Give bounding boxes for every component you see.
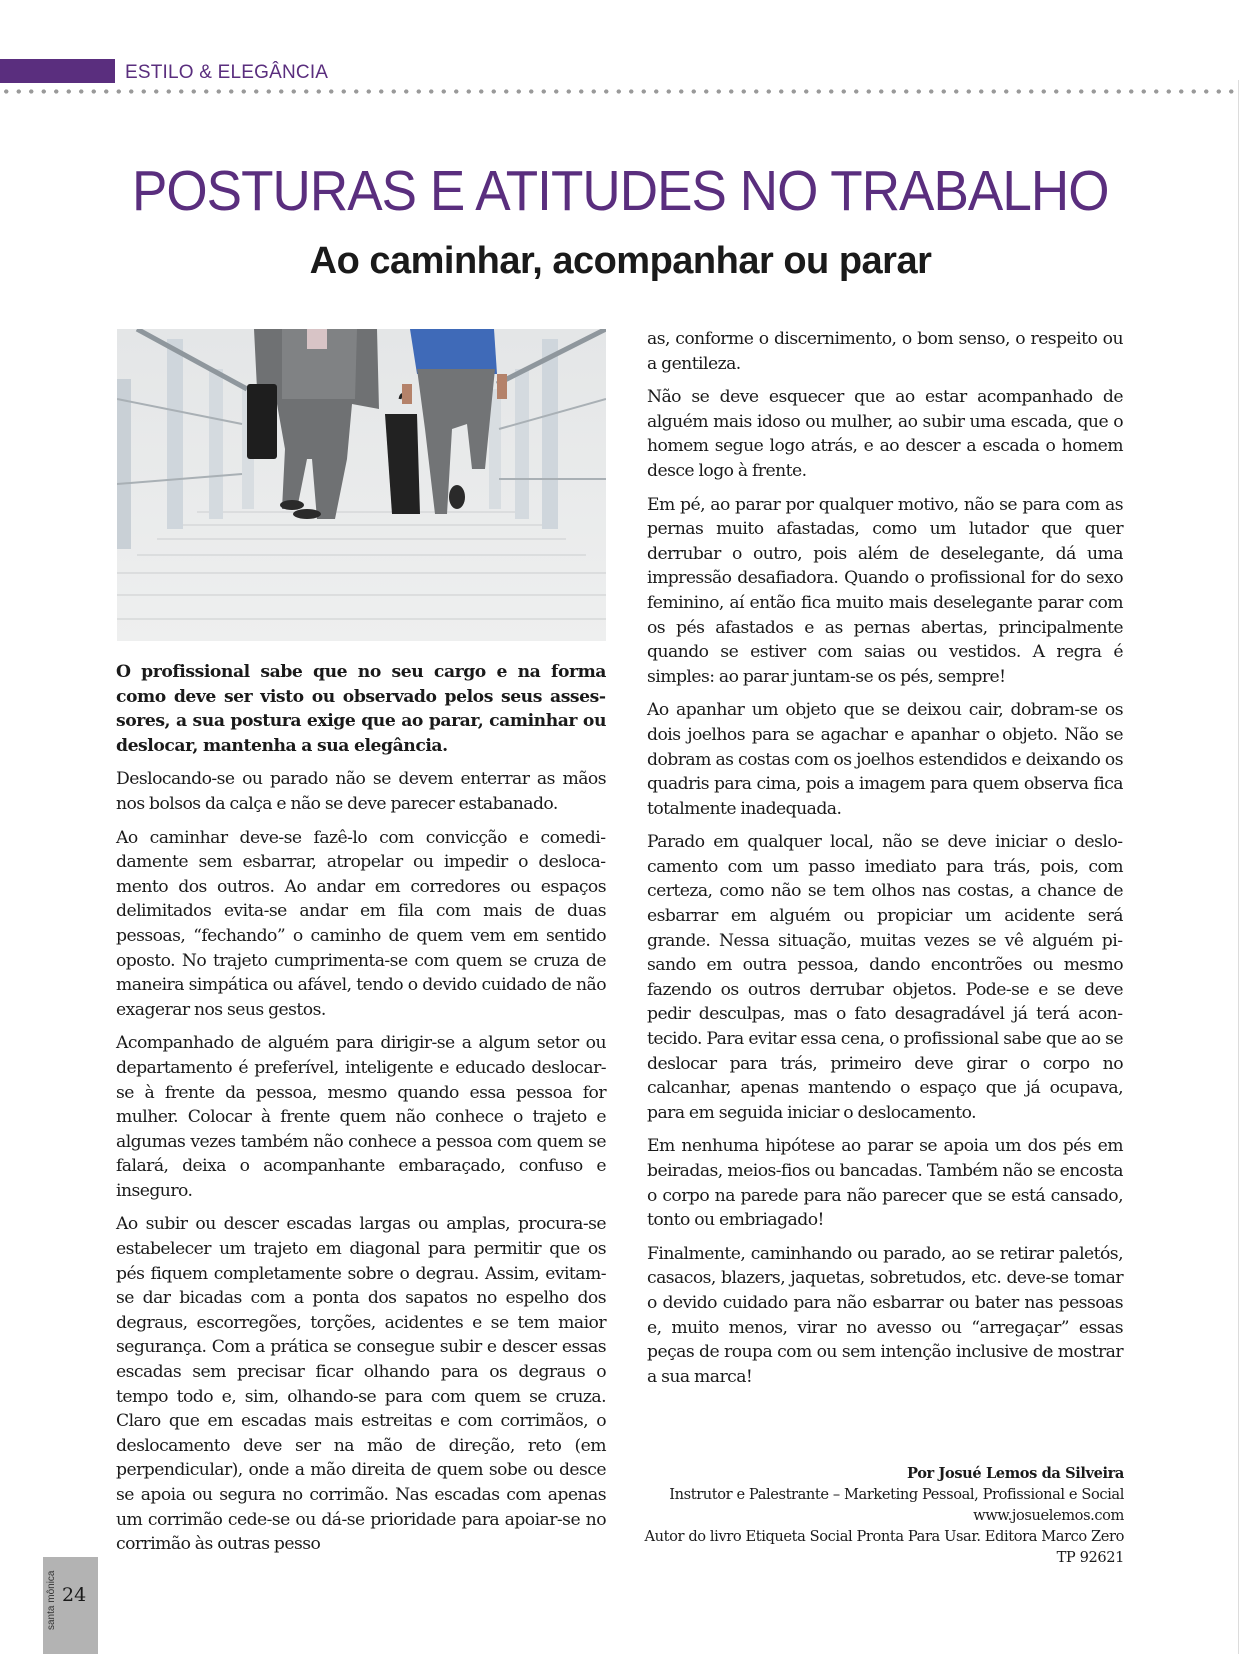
body-paragraph: Ao apanhar um objeto que se deixou cair, dobram-se os dois joelhos para se agachar e apanhar o objeto. Não se dobram as costas com os joelhos estendidos e deixando os quadris para cima, pois a imagem para quem observa fica totalmente inadequada. [647, 700, 1123, 819]
body-paragraph: Ao caminhar deve-se fazê-lo com convicção e comedidamente sem esbarrar, atropelar ou impedir o deslocamento dos outros. Ao andar em corredores ou espaços delimitados evita-se andar em fila com mais de duas pessoas, “fechando” o caminho de quem vem em sentido oposto. No trajeto cumprimenta-se com quem se cruza de maneira simpática ou afável, tendo o devido cuidado de não exagerar nos seus gestos. [116, 827, 606, 1020]
article-title: POSTURAS E ATITUDES NO TRABALHO [131, 159, 1109, 223]
article-column-left [116, 660, 606, 1566]
body-paragraph: Finalmente, caminhando ou parado, ao se retirar paletós, casacos, blazers, jaquetas, sobretudos, etc. deve-se tomar o devido cuidado para não esbarrar ou bater nas pessoas e, muito menos, virar no avesso ou “arregaçar” essas peças de roupa com ou sem intenção inclusive de mostrar a sua marca! [647, 1243, 1123, 1387]
section-color-bar [0, 59, 115, 83]
body-paragraph: Não se deve esquecer que ao estar acompanhado de alguém mais idoso ou mulher, ao subir uma escada, que o homem segue logo atrás, e ao descer a escada o homem desce logo à frente. [647, 387, 1123, 481]
body-paragraph: Deslocando-se ou parado não se devem enterrar as mãos nos bolsos da calça e não se deve parecer estabanado. [116, 769, 606, 814]
author-name: Por Josué Lemos da Silveira [907, 1465, 1124, 1482]
author-role: Instrutor e Palestrante – Marketing Pessoal, Profissional e Social [669, 1486, 1124, 1503]
stairs-photo-icon [117, 329, 606, 641]
body-paragraph: Em pé, ao parar por qualquer motivo, não se para com as pernas muito afastadas, como um lutador que quer derrubar o outro, pois além de deselegante, dá uma impressão desafiadora. Quando o profissional for do sexo feminino, aí então fica muito mais deselegante parar com os pés afastados e as pernas abertas, principalmente quando se estiver com saias ou vestidos. A regra é simples: ao parar juntam-se os pés, sempre! [647, 494, 1123, 687]
body-paragraph: as, conforme o discernimento, o bom senso, o respeito ou a gentileza. [647, 329, 1123, 374]
author-website-link[interactable]: www.josuelemos.com [973, 1507, 1124, 1524]
body-paragraph: Parado em qualquer local, não se deve iniciar o deslocamento com um passo imediato para trás, pois, com certeza, como não se tem olhos nas costas, a chance de esbarrar em alguém ou propiciar um acidente será grande. Nessa situação, muitas vezes se vê alguém pisando em outra pessoa, dando encontrões ou mesmo fazendo os outros derrubar objetos. Pode-se e se deve pedir desculpas, mas o fato desagradável já terá acontecido. Para evitar essa cena, o profissional sabe que ao se deslocar para trás, primeiro deve girar o corpo no calcanhar, apenas mantendo o espaço que já ocupava, para em seguida iniciar o deslocamento. [647, 832, 1123, 1123]
body-paragraph: Em nenhuma hipótese ao parar se apoia um dos pés em beiradas, meios-fios ou bancadas. Também não se encosta o corpo na parede para não parecer que se está cansado, tonto ou embriagado! [647, 1136, 1123, 1231]
body-paragraph: Ao subir ou descer escadas largas ou amplas, procura-se estabelecer um trajeto em diagonal para permitir que os pés fiquem completamente sobre o degrau. Assim, evitam-se dar bicadas com a ponta dos sapatos no espelho dos degraus, escorregões, torções, acidentes e se tem maior segurança. Com a prática se consegue subir e descer essas escadas sem precisar ficar olhando para os degraus o tempo todo e, sim, olhando-se para com quem se cruza. Claro que em escadas mais estreitas e com corrimãos, o deslocamento deve ser na mão de direção, reto (em perpendicular), onde a mão direita de quem sobe ou desce se apoia ou segura no corrimão. Nas escadas com apenas um corrimão cede-se ou dá-se prioridade para apoiar-se no corrimão às outras pesso [116, 1214, 606, 1555]
body-paragraph: Acompanhado de alguém para dirigir-se a algum setor ou departamento é preferível, inteligente e educado deslocar-se à frente da pessoa, mesmo quando essa pessoa for mulher. Colocar à frente quem não conhece o trajeto e algumas vezes também não conhece a pessoa com quem se falará, deixa o acompanhante embaraçado, confuso e inseguro. [116, 1033, 606, 1201]
article-photo [117, 329, 606, 641]
page-edge-line [1238, 80, 1239, 1654]
page-number: 24 [62, 1584, 87, 1606]
author-code: TP 92621 [1056, 1549, 1124, 1566]
lead-paragraph: O profissional sabe que no seu cargo e na forma como deve ser visto ou observado pelos seus assessores, a sua postura exige que ao parar, caminhar ou deslocar, mantenha a sua elegância. [116, 662, 606, 756]
article-subtitle: Ao caminhar, acompanhar ou parar [309, 240, 932, 282]
section-label: ESTILO & ELEGÂNCIA [125, 62, 329, 83]
author-byline [645, 1463, 1124, 1568]
dotted-divider [0, 89, 1240, 94]
article-column-right [647, 327, 1123, 1398]
magazine-name: santa mônica [46, 1570, 57, 1630]
author-book: Autor do livro Etiqueta Social Pronta Para Usar. Editora Marco Zero [644, 1528, 1124, 1545]
